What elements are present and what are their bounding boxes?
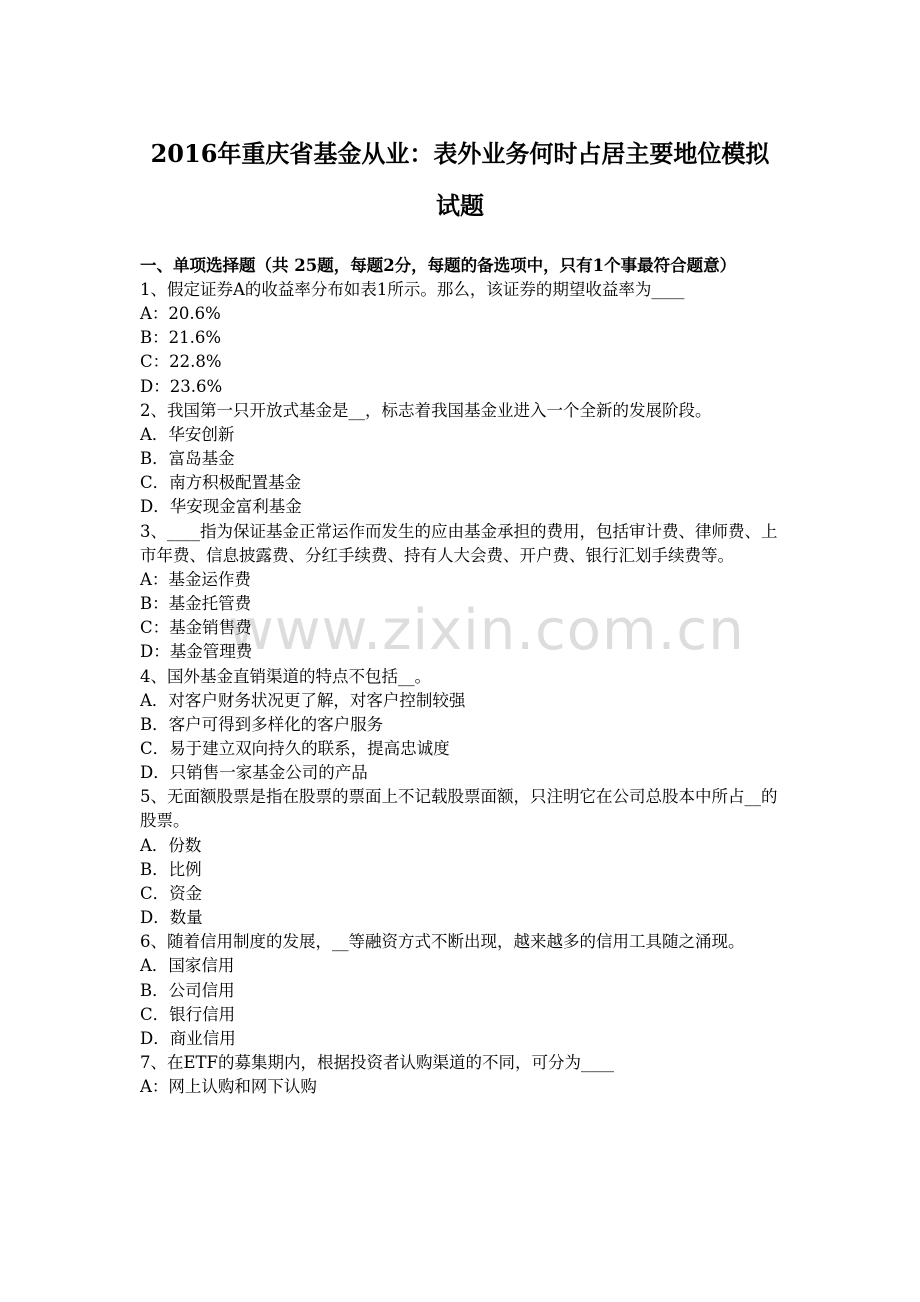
question-stem: 5、无面额股票是指在股票的票面上不记载股票面额，只注明它在公司总股本中所占__的股票。 — [140, 787, 778, 831]
option-d: D：23.6% — [140, 376, 223, 396]
watermark: www.zixin.com.cn — [228, 598, 745, 663]
title-line-1: 2016年重庆省基金从业：表外业务何时占居主要地位模拟 — [150, 139, 770, 168]
option-a: A．国家信用 — [140, 956, 235, 976]
option-c: C．资金 — [140, 883, 203, 903]
option-a: A．份数 — [140, 835, 202, 855]
option-c: C：基金销售费 — [140, 618, 252, 638]
question-3 — [140, 520, 784, 665]
option-b: B：21.6% — [140, 328, 222, 348]
option-a: A：网上认购和网下认购 — [140, 1077, 317, 1097]
question-1 — [140, 278, 784, 399]
section-heading: 一、单项选择题（共 25题，每题2分，每题的备选项中，只有1个事最符合题意） — [140, 256, 737, 275]
question-stem: 7、在ETF的募集期内，根据投资者认购渠道的不同，可分为____ — [140, 1053, 614, 1072]
option-d: D．数量 — [140, 908, 203, 928]
question-6 — [140, 930, 784, 1051]
title-line-2: 试题 — [436, 191, 484, 220]
question-stem: 4、国外基金直销渠道的特点不包括__。 — [140, 666, 431, 686]
option-a: A．华安创新 — [140, 424, 235, 444]
option-c: C．南方积极配置基金 — [140, 473, 302, 493]
option-c: C：22.8% — [140, 352, 222, 372]
question-stem: 2、我国第一只开放式基金是__，标志着我国基金业进入一个全新的发展阶段。 — [140, 400, 712, 420]
question-stem: 6、随着信用制度的发展，__等融资方式不断出现，越来越多的信用工具随之涌现。 — [140, 932, 745, 952]
option-d: D．商业信用 — [140, 1028, 236, 1048]
question-stem: 1、假定证券A的收益率分布如表1所示。那么，该证券的期望收益率为____ — [140, 280, 685, 299]
option-d: D：基金管理费 — [140, 642, 253, 662]
option-b: B．公司信用 — [140, 980, 235, 1000]
option-b: B．比例 — [140, 859, 202, 879]
option-a: A：20.6% — [140, 304, 221, 324]
question-4 — [140, 665, 784, 786]
option-d: D．华安现金富利基金 — [140, 497, 302, 517]
option-c: C．易于建立双向持久的联系，提高忠诚度 — [140, 738, 450, 758]
question-5 — [140, 785, 784, 930]
option-b: B．客户可得到多样化的客户服务 — [140, 714, 384, 734]
option-d: D．只销售一家基金公司的产品 — [140, 763, 368, 783]
question-7 — [140, 1051, 784, 1099]
option-b: B．富岛基金 — [140, 449, 235, 469]
question-stem: 3、____指为保证基金正常运作而发生的应由基金承担的费用，包括审计费、律师费、上市年费、信息披露费、分红手续费、持有人大会费、开户费、银行汇划手续费等。 — [140, 521, 778, 565]
question-2 — [140, 399, 784, 520]
document-title — [100, 128, 820, 232]
option-c: C．银行信用 — [140, 1004, 236, 1024]
option-b: B：基金托管费 — [140, 594, 252, 614]
option-a: A：基金运作费 — [140, 569, 251, 589]
option-a: A．对客户财务状况更了解，对客户控制较强 — [140, 690, 466, 710]
document-body — [140, 254, 784, 1099]
